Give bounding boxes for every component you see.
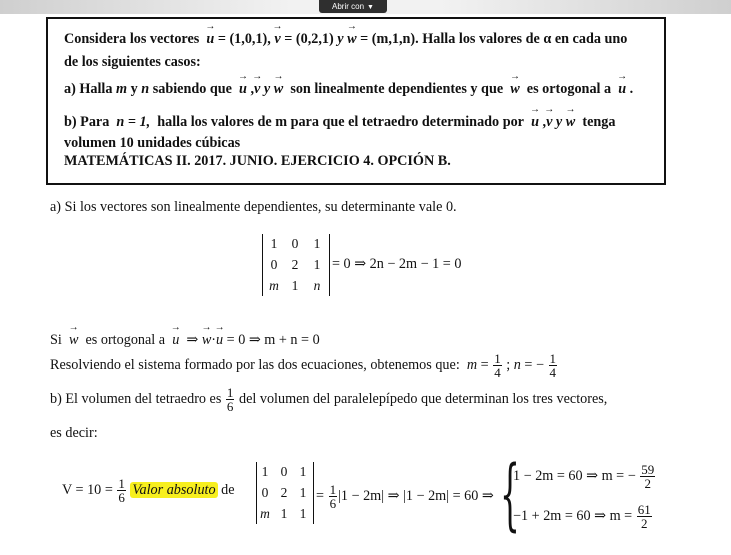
det1-cell: n [313, 278, 321, 293]
det1-cell: 1 [291, 278, 299, 293]
volume-equation: V = 10 = $\frac{1}{6}$ Valor absoluto de [62, 476, 235, 505]
det1-cell: m [269, 278, 279, 293]
problem-line-2: de los siguientes casos: [64, 54, 201, 70]
system-line: Resolviendo el sistema formado por las dos ecuaciones, obtenemos que: m = $\frac{1}{4}$ ; n = − $\frac{1}{4}$ [50, 351, 557, 380]
det1-cell: 0 [291, 236, 299, 251]
problem-part-a: a) Halla m y n sabiendo que → u ,→ v y → w son linealmente dependientes y que → w es ortogonal a → u . [64, 81, 633, 98]
highlighted-text: Valor absoluto [132, 481, 216, 498]
problem-part-b-cont: volumen 10 unidades cúbicas [64, 135, 241, 151]
part-b-line: b) El volumen del tetraedro es $\frac{1}{6}$ del volumen del paralelepípedo que determinan los tres vectores, [50, 385, 608, 414]
det2-cell: 0 [280, 464, 288, 479]
problem-box [46, 17, 666, 185]
det2-cell: m [260, 506, 270, 521]
problem-source: MATEMÁTICAS II. 2017. JUNIO. EJERCICIO 4. OPCIÓN B. [64, 153, 451, 169]
det1-result: = 0 ⇒ 2n − 2m − 1 = 0 [332, 256, 462, 272]
orthogonal-line: Si → w es ortogonal a → u ⇒ → w·→ u = 0 ⇒ m + n = 0 [50, 332, 320, 349]
det2-cell: 1 [299, 485, 307, 500]
determinant-1 [262, 234, 330, 296]
det2-cell: 0 [261, 485, 269, 500]
determinant-2 [256, 462, 314, 524]
det1-cell: 1 [313, 236, 321, 251]
case-2: −1 + 2m = 60 ⇒ m = $\frac{61}{2}$ [513, 502, 651, 531]
open-with-button[interactable] [319, 0, 387, 13]
brace-symbol: { [500, 450, 520, 540]
det1-cell: 1 [313, 257, 321, 272]
det2-cell: 1 [280, 506, 288, 521]
det2-cell: 1 [299, 506, 307, 521]
absolute-value-equation: = $\frac{1}{6}$ |1 − 2m| ⇒ |1 − 2m| = 60 ⇒ [316, 482, 494, 511]
det2-cell: 1 [261, 464, 269, 479]
problem-line-1: Considera los vectores → u = (1,0,1), → v = (0,2,1) y → w = (m,1,n). Halla los valores de α en cada uno [64, 31, 627, 48]
det2-cell: 1 [299, 464, 307, 479]
det2-cell: 2 [280, 485, 288, 500]
problem-part-b: b) Para n = 1, halla los valores de m para que el tetraedro determinado por → u ,→ v y → w tenga [64, 114, 615, 131]
det1-cell: 2 [291, 257, 299, 272]
solution-line-1: a) Si los vectores son linealmente dependientes, su determinante vale 0. [50, 199, 457, 215]
case-1: 1 − 2m = 60 ⇒ m = − $\frac{59}{2}$ [513, 462, 655, 491]
open-with-label: Abrir con [332, 2, 365, 11]
det1-cell: 0 [270, 257, 278, 272]
det1-cell: 1 [270, 236, 278, 251]
chevron-down-icon: ▼ [367, 4, 374, 11]
part-b-line-2: es decir: [50, 425, 98, 441]
